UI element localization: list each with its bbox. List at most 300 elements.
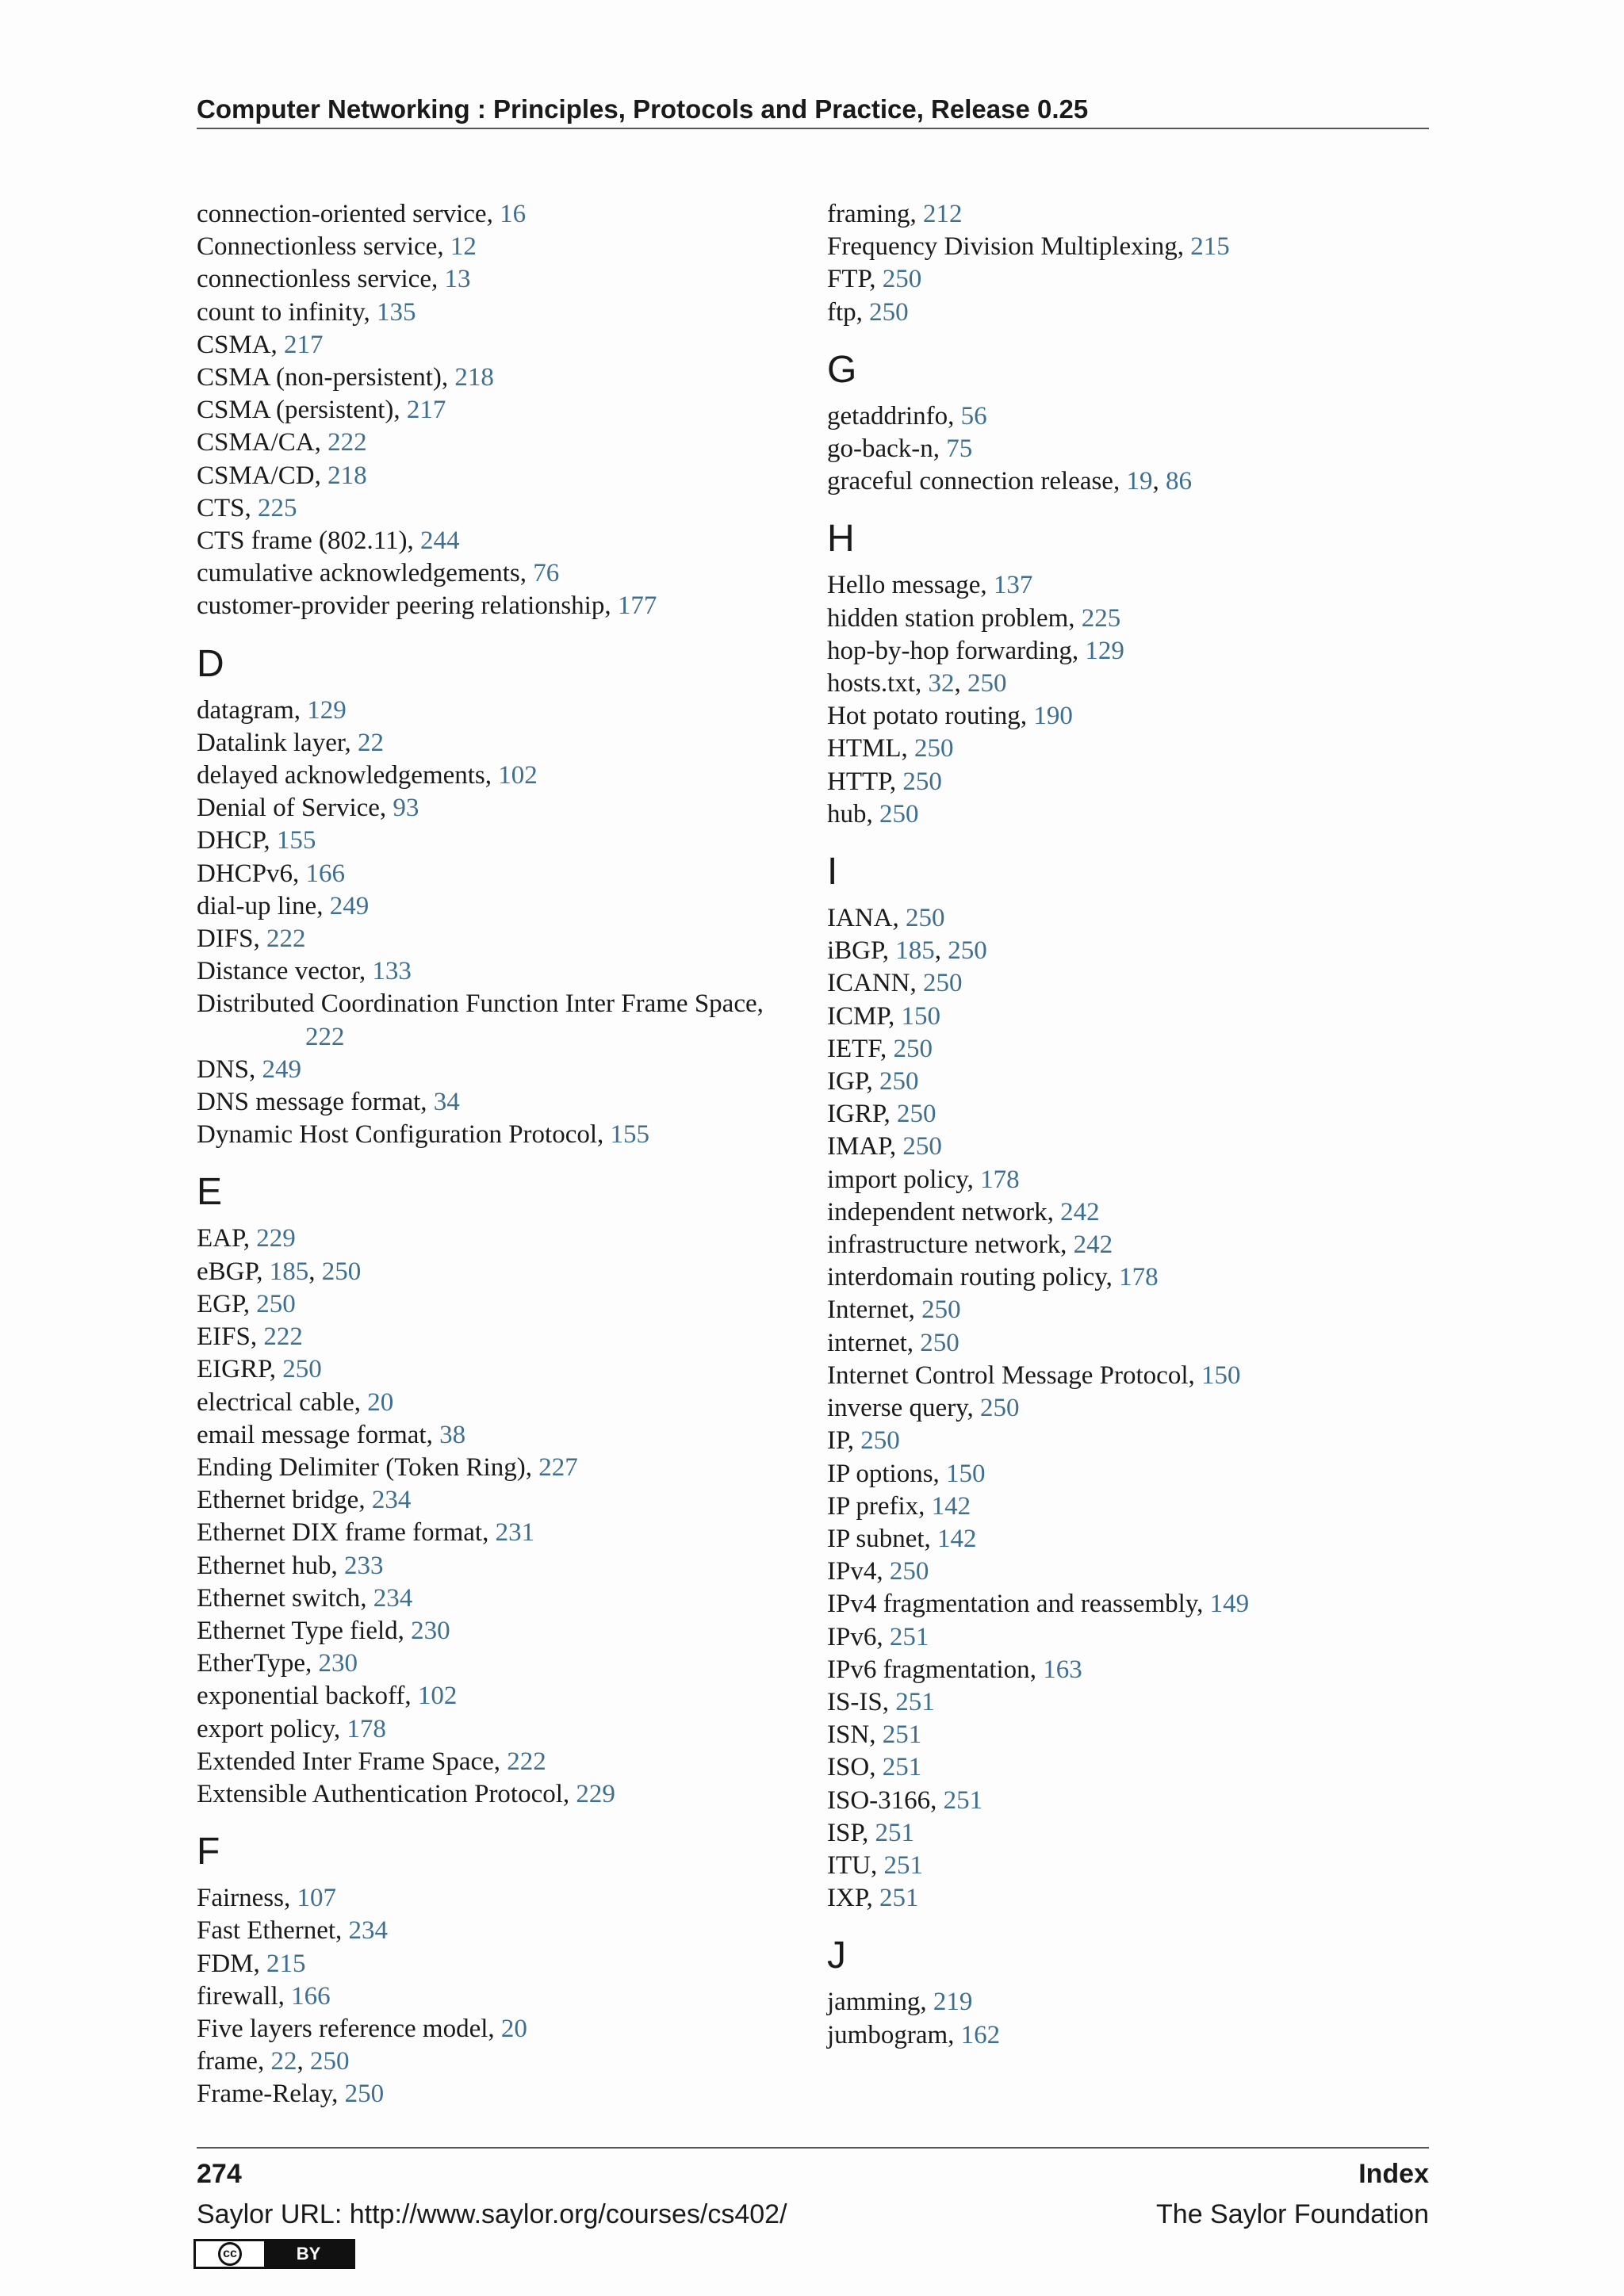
- page-link[interactable]: 222: [507, 1747, 546, 1776]
- index-entry: interdomain routing policy, 178: [827, 1263, 1159, 1292]
- index-letter-heading: G: [827, 348, 857, 391]
- page-link[interactable]: 142: [931, 1491, 971, 1521]
- index-entry: exponential backoff, 102: [197, 1682, 458, 1711]
- index-entry: EIFS, 222: [197, 1322, 303, 1352]
- page-link[interactable]: 93: [393, 794, 419, 823]
- page-link[interactable]: 155: [276, 826, 316, 855]
- index-entry: email message format, 38: [197, 1420, 466, 1449]
- page-link[interactable]: 251: [883, 1850, 923, 1880]
- index-term: CSMA: [197, 330, 271, 359]
- index-term: ISO: [827, 1753, 870, 1782]
- index-entry: delayed acknowledgements, 102: [197, 761, 538, 790]
- page-link[interactable]: 222: [266, 924, 306, 954]
- page-link[interactable]: 234: [371, 1486, 412, 1515]
- index-term: Frame-Relay: [197, 2080, 332, 2109]
- index-term: infrastructure network: [827, 1230, 1061, 1260]
- index-term: independent network: [827, 1197, 1048, 1226]
- page-link[interactable]: 177: [617, 591, 657, 621]
- page-link[interactable]: 56: [960, 401, 987, 430]
- page-link[interactable]: 102: [498, 761, 538, 790]
- index-entry: ISN, 251: [827, 1720, 922, 1750]
- index-entry: export policy, 178: [197, 1714, 386, 1743]
- page-link[interactable]: 86: [1165, 467, 1192, 496]
- page-link[interactable]: 133: [372, 957, 412, 986]
- page-link[interactable]: 231: [495, 1518, 535, 1548]
- index-entry: ISP, 251: [827, 1818, 915, 1847]
- page-link[interactable]: 250: [889, 1557, 929, 1586]
- page-link[interactable]: 251: [889, 1622, 929, 1651]
- index-term: IP options: [827, 1459, 933, 1488]
- index-term: internet: [827, 1328, 907, 1357]
- index-term: Hello message: [827, 571, 981, 600]
- page-link[interactable]: 249: [329, 891, 370, 920]
- page-link[interactable]: 129: [307, 695, 347, 725]
- index-term: IPv4 fragmentation and reassembly: [827, 1590, 1197, 1619]
- index-entry: jamming, 219: [827, 1988, 973, 2017]
- publisher-name: The Saylor Foundation: [1156, 2199, 1429, 2229]
- page-link[interactable]: 244: [419, 526, 460, 556]
- index-entry: IANA, 250: [827, 904, 945, 933]
- index-term: EIFS: [197, 1322, 251, 1352]
- page-link[interactable]: 227: [538, 1452, 578, 1482]
- index-term: firewall: [197, 1981, 278, 2011]
- index-entry: FTP, 250: [827, 265, 922, 294]
- page-link[interactable]: 19: [1126, 467, 1153, 496]
- page-link[interactable]: 22: [270, 2047, 297, 2076]
- index-letter-heading: E: [197, 1171, 223, 1214]
- index-entry: Internet Control Message Protocol, 150: [827, 1360, 1241, 1390]
- index-term: DIFS: [197, 924, 254, 954]
- page-link[interactable]: 250: [893, 1034, 933, 1063]
- index-entry: ICANN, 250: [827, 969, 963, 998]
- page-link[interactable]: 38: [439, 1420, 466, 1449]
- index-entry: getaddrinfo, 56: [827, 401, 987, 430]
- page-link[interactable]: 250: [256, 1289, 296, 1318]
- page-link[interactable]: 242: [1060, 1197, 1100, 1226]
- index-term: EtherType: [197, 1649, 305, 1678]
- index-entry: IP prefix, 142: [827, 1491, 971, 1521]
- page-link[interactable]: 250: [902, 767, 942, 796]
- index-term: CSMA/CD: [197, 461, 315, 490]
- page-link[interactable]: 250: [920, 1328, 959, 1357]
- page-link[interactable]: 22: [358, 728, 385, 757]
- index-entry: Ethernet DIX frame format, 231: [197, 1518, 535, 1548]
- index-entry: Ending Delimiter (Token Ring), 227: [197, 1452, 578, 1482]
- page-link[interactable]: 142: [937, 1524, 977, 1553]
- index-entry: electrical cable, 20: [197, 1387, 394, 1417]
- index-entry: hosts.txt, 32, 250: [827, 669, 1007, 698]
- page-link[interactable]: 250: [309, 2047, 350, 2076]
- index-term: EGP: [197, 1289, 243, 1318]
- page-link[interactable]: 249: [262, 1054, 302, 1084]
- index-term: HTTP: [827, 767, 890, 796]
- index-entry: IGRP, 250: [827, 1100, 936, 1129]
- index-term: Connectionless service: [197, 232, 438, 262]
- index-entry: Hello message, 137: [827, 571, 1033, 600]
- index-term: IGRP: [827, 1100, 884, 1129]
- index-term: EIGRP: [197, 1355, 270, 1384]
- index-term: electrical cable: [197, 1387, 354, 1417]
- page-link[interactable]: 219: [933, 1988, 973, 2017]
- index-term: HTML: [827, 734, 902, 763]
- index-term: export policy: [197, 1714, 334, 1743]
- page-link[interactable]: 250: [914, 734, 954, 763]
- index-term: connection-oriented service: [197, 200, 487, 228]
- page-link[interactable]: 16: [500, 200, 527, 228]
- index-term: connectionless service: [197, 265, 431, 294]
- index-term: DNS: [197, 1054, 250, 1084]
- index-entry: infrastructure network, 242: [827, 1230, 1113, 1260]
- index-term: Ethernet DIX frame format: [197, 1518, 483, 1548]
- index-entry: IP options, 150: [827, 1459, 986, 1488]
- index-term: count to infinity: [197, 297, 364, 327]
- index-entry: IPv6 fragmentation, 163: [827, 1655, 1082, 1684]
- index-entry: IPv4, 250: [827, 1557, 929, 1586]
- section-name: Index: [1358, 2159, 1429, 2189]
- page-link[interactable]: 250: [921, 1295, 961, 1325]
- page-link[interactable]: 185: [895, 936, 935, 966]
- index-term: ISN: [827, 1720, 870, 1750]
- cc-icon: cc: [218, 2242, 242, 2266]
- index-term: cumulative acknowledgements: [197, 559, 520, 588]
- index-term: CSMA (persistent): [197, 396, 394, 425]
- index-term: framing: [827, 200, 910, 228]
- index-entry: hop-by-hop forwarding, 129: [827, 636, 1124, 665]
- index-entry: Ethernet hub, 233: [197, 1551, 384, 1580]
- index-term: EAP: [197, 1224, 243, 1253]
- running-header: Computer Networking : Principles, Protocols and Practice, Release 0.25: [197, 94, 1089, 124]
- index-term: Fairness: [197, 1884, 284, 1913]
- index-term: ISO-3166: [827, 1785, 931, 1815]
- page-link[interactable]: 217: [406, 396, 446, 425]
- index-letter-heading: D: [197, 642, 224, 685]
- index-entry: CSMA (persistent), 217: [197, 396, 446, 425]
- page-link[interactable]: 162: [960, 2020, 1001, 2049]
- index-term: Datalink layer: [197, 728, 345, 757]
- page-link[interactable]: 150: [1201, 1360, 1241, 1390]
- index-entry: cumulative acknowledgements, 76: [197, 559, 560, 588]
- index-term: customer-provider peering relationship: [197, 591, 605, 621]
- index-entry: EGP, 250: [197, 1289, 296, 1318]
- index-term: DNS message format: [197, 1088, 421, 1117]
- index-entry: DNS, 249: [197, 1054, 302, 1084]
- page-number: 274: [197, 2159, 242, 2189]
- index-term: IANA: [827, 904, 893, 933]
- index-entry: CSMA, 217: [197, 330, 324, 359]
- page-link[interactable]: 215: [1190, 232, 1230, 262]
- index-entry: Ethernet Type field, 230: [197, 1616, 450, 1645]
- index-term: import policy: [827, 1165, 967, 1194]
- index-term: delayed acknowledgements: [197, 761, 485, 790]
- index-letter-heading: F: [197, 1831, 220, 1873]
- index-term: getaddrinfo: [827, 401, 948, 430]
- index-entry: FDM, 215: [197, 1949, 306, 1978]
- index-term: Internet: [827, 1295, 909, 1325]
- page-link[interactable]: 185: [269, 1257, 309, 1286]
- page-link[interactable]: 178: [1119, 1263, 1159, 1292]
- page-link[interactable]: 250: [902, 1132, 942, 1161]
- page-link[interactable]: 129: [1085, 636, 1124, 665]
- index-term: jumbogram: [827, 2020, 948, 2049]
- page-link[interactable]: 163: [1043, 1655, 1082, 1684]
- index-entry: Five layers reference model, 20: [197, 2014, 527, 2043]
- index-entry: Extensible Authentication Protocol, 229: [197, 1779, 615, 1808]
- index-term: Ending Delimiter (Token Ring): [197, 1452, 526, 1482]
- index-entry: Datalink layer, 22: [197, 728, 385, 757]
- page-link[interactable]: 12: [450, 232, 477, 262]
- page-link[interactable]: 20: [500, 2014, 527, 2043]
- page-link[interactable]: 250: [897, 1100, 936, 1129]
- index-entry: IP, 250: [827, 1426, 900, 1456]
- index-term: Ethernet switch: [197, 1583, 361, 1613]
- page-link[interactable]: 250: [905, 904, 945, 933]
- index-term: email message format: [197, 1420, 427, 1449]
- index-term: IPv6 fragmentation: [827, 1655, 1030, 1684]
- index-term: ITU: [827, 1850, 871, 1880]
- page-link[interactable]: 190: [1033, 702, 1073, 731]
- index-term: exponential backoff: [197, 1682, 405, 1711]
- index-term: datagram: [197, 695, 294, 725]
- index-entry: DHCPv6, 166: [197, 859, 346, 888]
- index-term: IP: [827, 1426, 848, 1456]
- index-term: Dynamic Host Configuration Protocol: [197, 1120, 598, 1150]
- index-entry: import policy, 178: [827, 1165, 1020, 1194]
- index-entry: CSMA/CD, 218: [197, 461, 367, 490]
- index-entry: Fairness, 107: [197, 1884, 336, 1913]
- index-entry: Frame-Relay, 250: [197, 2080, 385, 2109]
- page-link[interactable]: 250: [882, 265, 922, 294]
- index-term: frame: [197, 2047, 258, 2076]
- index-term: hidden station problem: [827, 603, 1069, 633]
- index-entry: DNS message format, 34: [197, 1088, 460, 1117]
- index-term: eBGP: [197, 1257, 257, 1286]
- page-link[interactable]: 75: [946, 434, 973, 464]
- index-term: Ethernet Type field: [197, 1616, 398, 1645]
- index-term: IGP: [827, 1067, 867, 1096]
- index-entry: Extended Inter Frame Space, 222: [197, 1747, 546, 1776]
- page-link[interactable]: 250: [923, 969, 963, 998]
- index-term: Extensible Authentication Protocol: [197, 1779, 563, 1808]
- index-term: IS-IS: [827, 1687, 883, 1716]
- index-term: CSMA/CA: [197, 428, 315, 457]
- page-link[interactable]: 178: [980, 1165, 1020, 1194]
- index-term: IP subnet: [827, 1524, 925, 1553]
- index-entry: internet, 250: [827, 1328, 959, 1357]
- page-link[interactable]: 222: [327, 428, 367, 457]
- index-entry: Connectionless service, 12: [197, 232, 477, 262]
- index-term: inverse query: [827, 1394, 967, 1423]
- page-link[interactable]: 222: [305, 1022, 345, 1051]
- page-link[interactable]: 230: [318, 1649, 358, 1678]
- page-link[interactable]: 32: [928, 669, 955, 698]
- index-term: CSMA (non-persistent): [197, 363, 442, 392]
- page-link[interactable]: 149: [1209, 1590, 1250, 1619]
- index-entry: EtherType, 230: [197, 1649, 358, 1678]
- index-term: Five layers reference model: [197, 2014, 488, 2043]
- page-link[interactable]: 230: [411, 1616, 450, 1645]
- index-entry: eBGP, 185, 250: [197, 1257, 362, 1286]
- index-term: CTS frame (802.11): [197, 526, 408, 556]
- page-link[interactable]: 233: [344, 1551, 384, 1580]
- index-term: Distance vector: [197, 957, 359, 986]
- page-link[interactable]: 250: [869, 297, 909, 327]
- index-entry: IMAP, 250: [827, 1132, 942, 1161]
- cc-by-license-badge[interactable]: [193, 2239, 355, 2269]
- index-term: hub: [827, 799, 867, 828]
- index-entry: hidden station problem, 225: [827, 603, 1121, 633]
- page-link[interactable]: 150: [946, 1459, 986, 1488]
- index-entry: EAP, 229: [197, 1224, 296, 1253]
- page-link[interactable]: 250: [860, 1426, 900, 1456]
- index-term: IXP: [827, 1884, 867, 1913]
- index-entry: Dynamic Host Configuration Protocol, 155: [197, 1120, 650, 1150]
- page-link[interactable]: 212: [922, 200, 963, 228]
- page-link[interactable]: 225: [258, 493, 297, 522]
- page-link[interactable]: 234: [348, 1916, 389, 1946]
- page-link[interactable]: 34: [433, 1088, 460, 1117]
- page-link[interactable]: 251: [882, 1753, 922, 1782]
- index-term: FDM: [197, 1949, 254, 1978]
- index-entry: CSMA (non-persistent), 218: [197, 363, 494, 392]
- index-entry: HTTP, 250: [827, 767, 942, 796]
- page-link[interactable]: 250: [967, 669, 1007, 698]
- page-link[interactable]: 217: [284, 330, 324, 359]
- index-entry: connection-oriented service, 16: [197, 200, 527, 228]
- index-column-left: [197, 198, 807, 2111]
- index-term: Fast Ethernet: [197, 1916, 336, 1946]
- page-link[interactable]: 225: [1081, 603, 1121, 633]
- index-term: DHCP: [197, 826, 264, 855]
- index-term: go-back-n: [827, 434, 933, 464]
- index-term: iBGP: [827, 936, 883, 966]
- index-term: IETF: [827, 1034, 881, 1063]
- index-entry: Distributed Coordination Function Inter Frame Space, 222: [197, 989, 764, 1051]
- index-entry: jumbogram, 162: [827, 2020, 1001, 2049]
- index-entry: CSMA/CA, 222: [197, 428, 367, 457]
- page-link[interactable]: 251: [882, 1720, 922, 1750]
- page-link[interactable]: 250: [879, 1067, 919, 1096]
- index-term: IPv4: [827, 1557, 877, 1586]
- index-entry: DIFS, 222: [197, 924, 306, 954]
- page-link[interactable]: 234: [373, 1583, 413, 1613]
- page-link[interactable]: 229: [256, 1224, 296, 1253]
- page-link[interactable]: 250: [879, 799, 919, 828]
- index-entry: IXP, 251: [827, 1884, 919, 1913]
- page-link[interactable]: 20: [367, 1387, 394, 1417]
- page-link[interactable]: 251: [895, 1687, 935, 1716]
- index-entry: ftp, 250: [827, 297, 909, 327]
- index-entry: Internet, 250: [827, 1295, 961, 1325]
- page-link[interactable]: 250: [321, 1257, 362, 1286]
- page-link[interactable]: 218: [327, 461, 367, 490]
- index-term: Internet Control Message Protocol: [827, 1360, 1189, 1390]
- index-entry: count to infinity, 135: [197, 297, 416, 327]
- index-entry: IGP, 250: [827, 1067, 919, 1096]
- by-label: BY: [264, 2241, 353, 2267]
- page-link[interactable]: 251: [943, 1785, 983, 1815]
- index-term: hop-by-hop forwarding: [827, 636, 1072, 665]
- index-entry: independent network, 242: [827, 1197, 1100, 1226]
- page-link[interactable]: 150: [901, 1001, 941, 1031]
- index-entry: IS-IS, 251: [827, 1687, 935, 1716]
- index-letter-heading: H: [827, 518, 855, 561]
- page-link[interactable]: 155: [610, 1120, 650, 1150]
- page-link[interactable]: 218: [454, 363, 494, 392]
- index-entry: frame, 22, 250: [197, 2047, 350, 2076]
- index-term: graceful connection release: [827, 467, 1113, 496]
- index-entry: iBGP, 185, 250: [827, 936, 987, 966]
- page-link[interactable]: 250: [980, 1394, 1020, 1423]
- index-entry: ISO, 251: [827, 1753, 922, 1782]
- index-entry: IPv6, 251: [827, 1622, 929, 1651]
- page-link[interactable]: 229: [576, 1779, 615, 1808]
- index-entry: inverse query, 250: [827, 1394, 1020, 1423]
- page-link[interactable]: 137: [993, 571, 1033, 600]
- index-entry: firewall, 166: [197, 1981, 331, 2011]
- index-term: ftp: [827, 297, 856, 327]
- index-entry: HTML, 250: [827, 734, 954, 763]
- index-entry: ICMP, 150: [827, 1001, 941, 1031]
- index-entry: CTS, 225: [197, 493, 297, 522]
- page-link[interactable]: 166: [291, 1981, 331, 2011]
- index-term: dial-up line: [197, 891, 317, 920]
- index-entry: customer-provider peering relationship, 177: [197, 591, 657, 621]
- index-entry: connectionless service, 13: [197, 265, 471, 294]
- index-entry: IP subnet, 142: [827, 1524, 977, 1553]
- page-link[interactable]: 222: [263, 1322, 303, 1352]
- index-entry: Ethernet switch, 234: [197, 1583, 413, 1613]
- page-link[interactable]: 178: [347, 1714, 386, 1743]
- page-link[interactable]: 251: [875, 1818, 915, 1847]
- index-term: Frequency Division Multiplexing: [827, 232, 1178, 262]
- page-link[interactable]: 135: [377, 297, 416, 327]
- index-entry: datagram, 129: [197, 695, 347, 725]
- index-entry: IPv4 fragmentation and reassembly, 149: [827, 1590, 1250, 1619]
- index-entry: hub, 250: [827, 799, 919, 828]
- index-term: interdomain routing policy: [827, 1263, 1106, 1292]
- index-term: jamming: [827, 1988, 921, 2017]
- index-entry: Fast Ethernet, 234: [197, 1916, 389, 1946]
- index-term: CTS: [197, 493, 245, 522]
- page-link[interactable]: 215: [266, 1949, 306, 1978]
- saylor-url[interactable]: Saylor URL: http://www.saylor.org/courses/cs402/: [197, 2199, 787, 2229]
- index-term: hosts.txt: [827, 669, 915, 698]
- footer-rule: [197, 2147, 1429, 2149]
- index-term: FTP: [827, 265, 870, 294]
- page-link[interactable]: 242: [1073, 1230, 1113, 1260]
- page-link[interactable]: 13: [444, 265, 471, 294]
- index-entry: Distance vector, 133: [197, 957, 412, 986]
- index-entry: Ethernet bridge, 234: [197, 1486, 412, 1515]
- page-link[interactable]: 166: [305, 859, 346, 888]
- page-link[interactable]: 76: [533, 559, 560, 588]
- index-term: DHCPv6: [197, 859, 293, 888]
- page-link[interactable]: 250: [344, 2080, 385, 2109]
- index-entry: CTS frame (802.11), 244: [197, 526, 460, 556]
- index-term: Distributed Coordination Function Inter Frame Space: [197, 989, 757, 1019]
- index-term: IPv6: [827, 1622, 877, 1651]
- index-term: Denial of Service: [197, 794, 380, 823]
- page-link[interactable]: 250: [948, 936, 987, 966]
- index-entry: graceful connection release, 19, 86: [827, 467, 1192, 496]
- page-link[interactable]: 251: [879, 1884, 919, 1913]
- index-entry: EIGRP, 250: [197, 1355, 322, 1384]
- page-link[interactable]: 107: [297, 1884, 336, 1913]
- page-link[interactable]: 250: [282, 1355, 322, 1384]
- page-link[interactable]: 102: [417, 1682, 458, 1711]
- index-term: Ethernet hub: [197, 1551, 331, 1580]
- index-entry: Denial of Service, 93: [197, 794, 419, 823]
